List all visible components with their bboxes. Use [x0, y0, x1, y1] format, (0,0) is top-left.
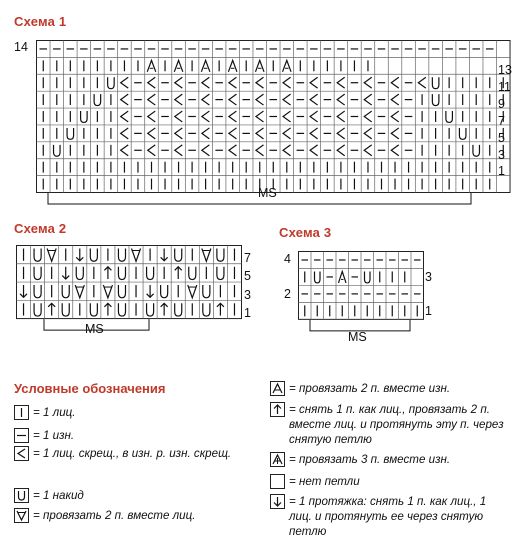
scheme3-row-label-4: 4 — [284, 252, 291, 266]
scheme2-title: Схема 2 — [14, 221, 67, 236]
legend-title: Условные обозначения — [14, 381, 166, 396]
legend-item-no-stitch: = нет петли — [270, 474, 505, 489]
up-arrow-icon — [270, 402, 285, 417]
scheme3-row-label-3: 3 — [425, 270, 432, 284]
scheme2-row-label-3: 3 — [244, 287, 251, 302]
legend-item-knit: = 1 лиц. — [14, 405, 244, 420]
legend-item-p2tog: = провязать 2 п. вместе изн. — [270, 381, 505, 396]
scheme2-row-label-1: 1 — [244, 305, 251, 320]
p3tog-icon — [270, 452, 285, 467]
scheme1-row-label-3: 3 — [498, 147, 505, 162]
scheme3-title: Схема 3 — [279, 225, 332, 240]
scheme2-row-label-7: 7 — [244, 251, 251, 265]
p2tog-icon — [270, 381, 285, 396]
scheme1-row-label-14: 14 — [14, 40, 28, 54]
legend-item-down-arrow: = 1 протяжка: снять 1 п. как лиц., 1 лиц. и протянуть ее через снятую петлю — [270, 494, 505, 539]
scheme3-row-label-2: 2 — [284, 287, 291, 301]
scheme2-ms-label: MS — [85, 322, 104, 336]
scheme3-row-label-1: 1 — [425, 304, 432, 318]
left-arrow-icon — [14, 446, 29, 461]
k2tog-icon — [14, 508, 29, 523]
legend-item-left-arrow: = 1 лиц. скрещ., в изн. р. изн. скрещ. — [14, 446, 244, 461]
scheme3-ms-label: MS — [348, 330, 367, 344]
scheme1-row-label-7: 7 — [498, 113, 505, 128]
down-arrow-icon — [270, 494, 285, 509]
scheme1-title: Схема 1 — [14, 14, 67, 29]
scheme1-row-label-5: 5 — [498, 130, 505, 145]
legend-item-k2tog: = провязать 2 п. вместе лиц. — [14, 508, 254, 523]
scheme1-row-label-13: 13 — [498, 63, 512, 77]
legend-item-up-arrow: = снять 1 п. как лиц., провязать 2 п. вместе лиц. и протянуть эту п. через снятую петлю — [270, 402, 505, 447]
no-stitch-icon — [270, 474, 285, 489]
scheme1-row-label-11: 11 — [498, 79, 511, 94]
scheme1-row-label-1: 1 — [498, 164, 505, 179]
yarn-over-icon — [14, 488, 29, 503]
scheme1-chart — [36, 40, 496, 192]
purl-icon — [14, 428, 29, 443]
scheme2-row-label-5: 5 — [244, 269, 251, 284]
legend-item-p3tog: = провязать 3 п. вместе изн. — [270, 452, 505, 467]
knit-icon — [14, 405, 29, 420]
scheme1-row-label-9: 9 — [498, 96, 505, 111]
scheme1-ms-label: MS — [258, 186, 277, 200]
legend-item-yarn-over: = 1 накид — [14, 488, 244, 503]
scheme2-chart — [16, 245, 241, 340]
legend-item-purl: = 1 изн. — [14, 428, 244, 443]
